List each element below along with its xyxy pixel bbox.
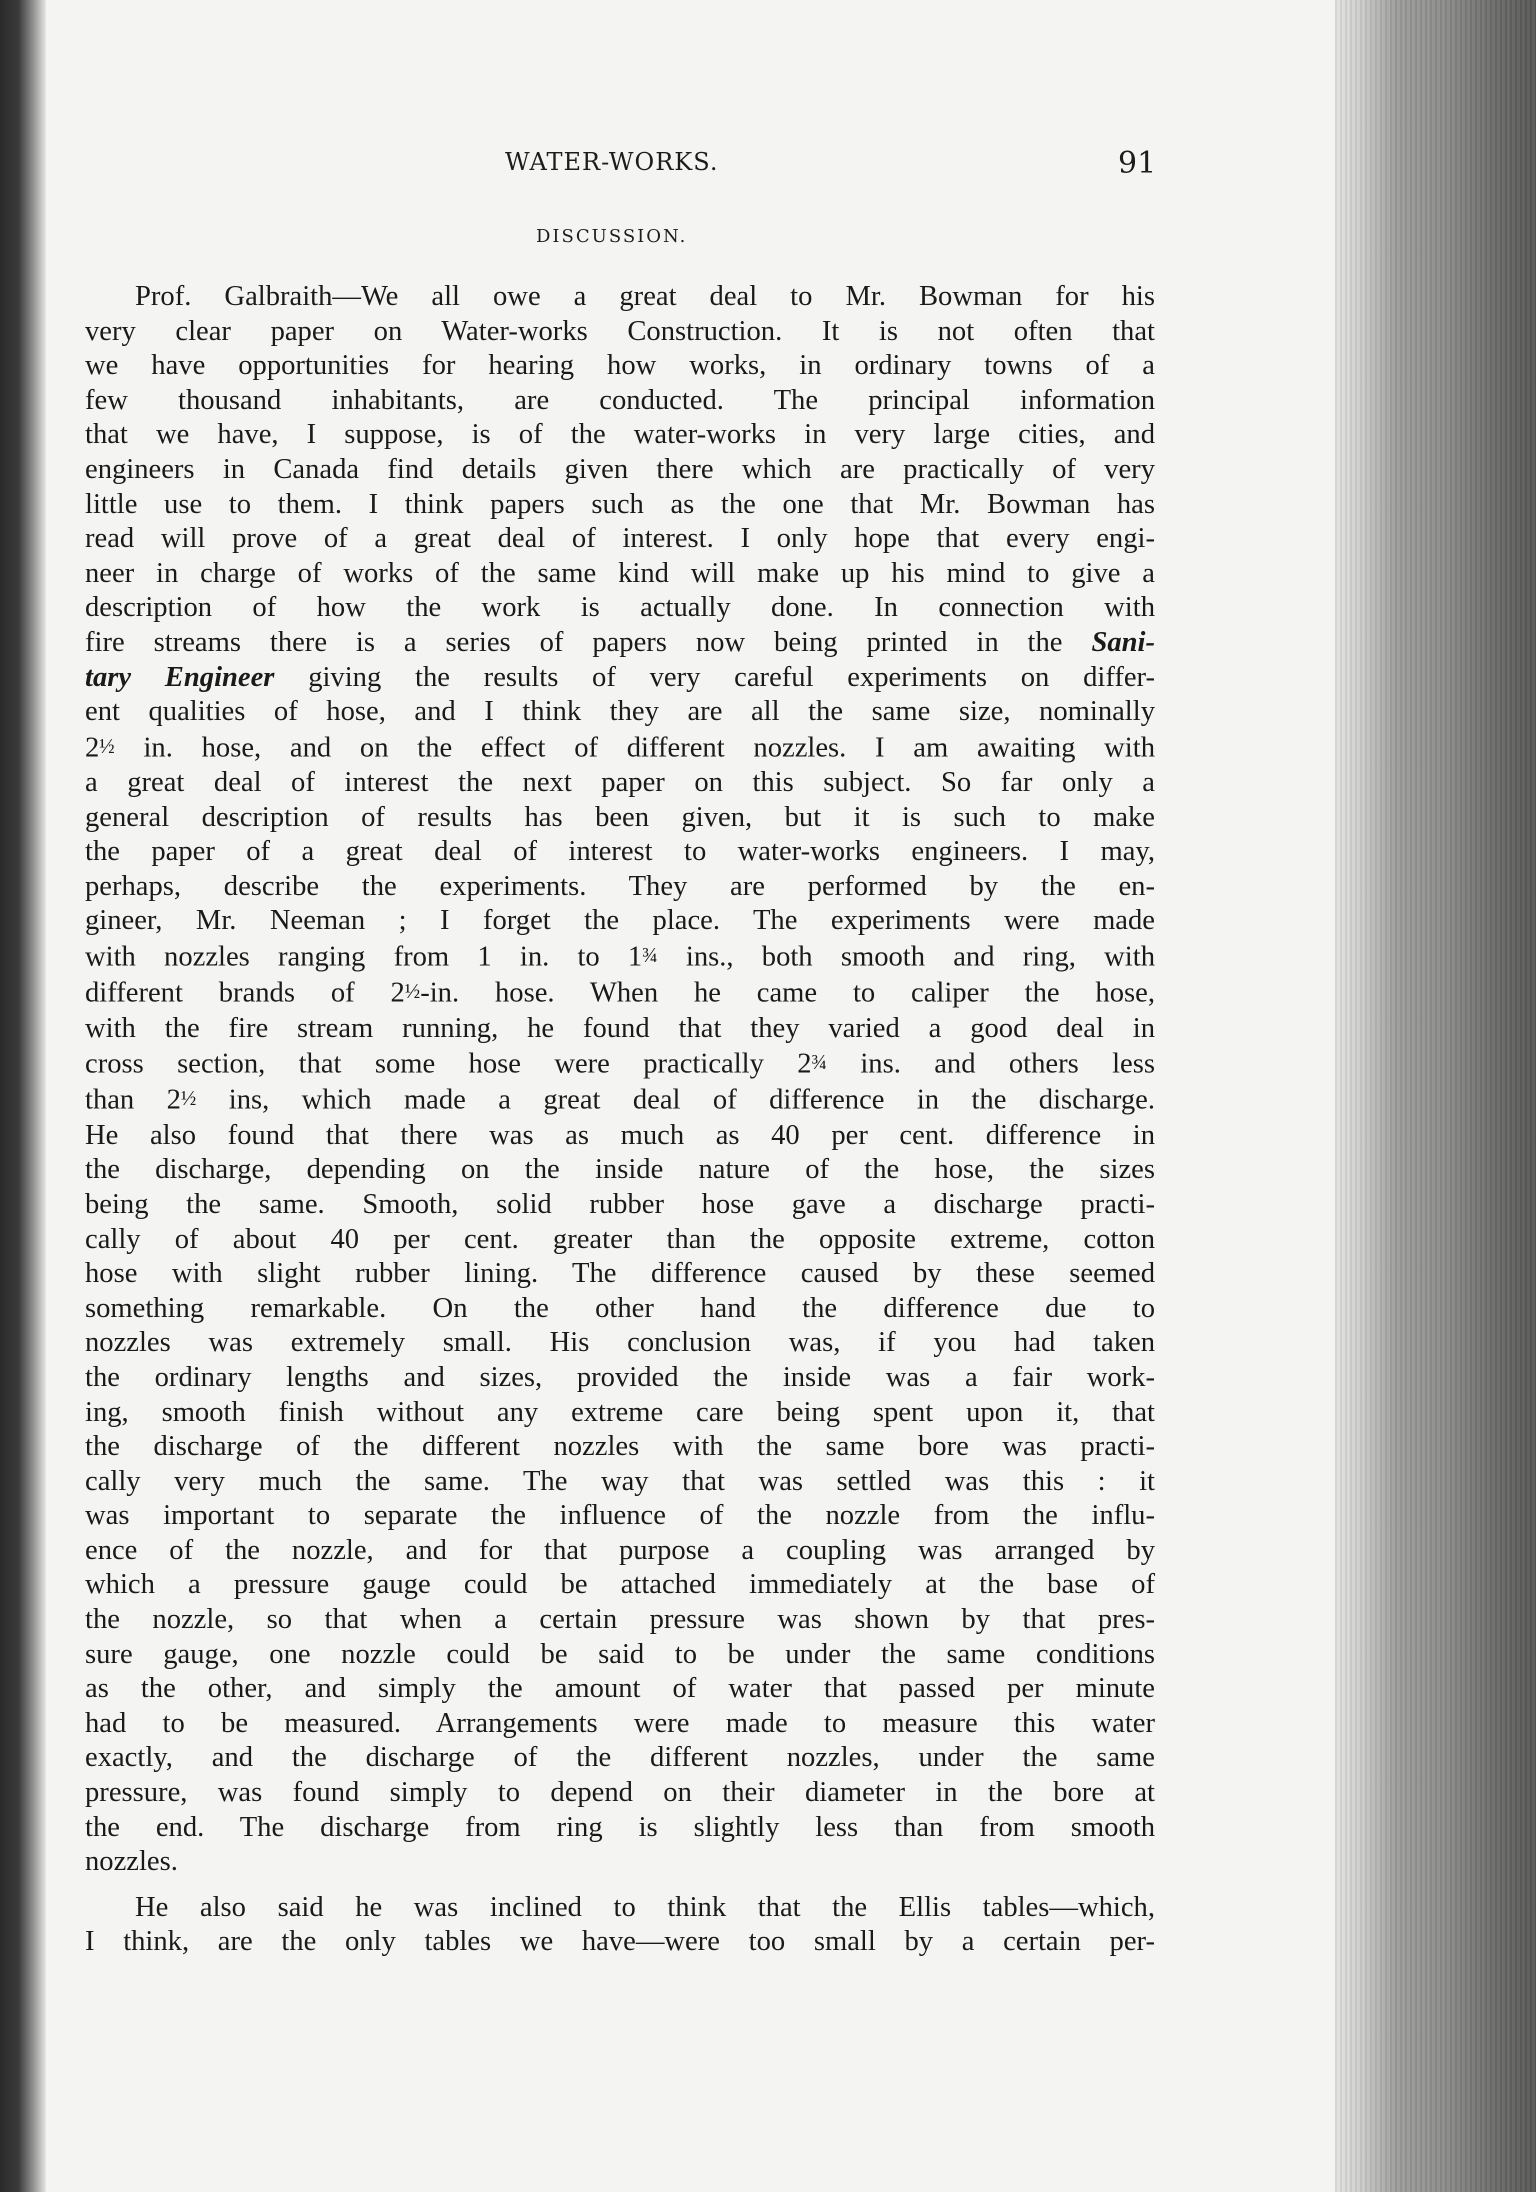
body-text [85, 280, 1155, 1960]
text-segment: cross section, that some hose were practically 2 [85, 1048, 812, 1080]
fraction: ¾ [642, 944, 658, 967]
text-line: as the other, and simply the amount of water that passed per minute [85, 1673, 1155, 1705]
journal-title-italic: tary Engineer [85, 661, 275, 693]
text-line: description of how the work is actually done. In connection with [85, 592, 1155, 624]
text-line: being the same. Smooth, solid rubber hose gave a discharge practi- [85, 1188, 1155, 1220]
text-line: perhaps, describe the experiments. They are performed by the en- [85, 870, 1155, 902]
text-segment: fire streams there is a series of papers now being printed in the [85, 626, 1063, 658]
text-line: ence of the nozzle, and for that purpose a coupling was arranged by [85, 1534, 1155, 1566]
text-line: nozzles. [85, 1846, 178, 1878]
text-line: a great deal of interest the next paper on this subject. So far only a [85, 767, 1155, 799]
text-segment: than 2 [85, 1085, 181, 1117]
text-line: the ordinary lengths and sizes, provided the inside was a fair work- [85, 1361, 1155, 1393]
text-line: that we have, I suppose, is of the water-works in very large cities, and [85, 419, 1155, 451]
text-line: Prof. Galbraith—We all owe a great deal to Mr. Bowman for his [135, 281, 1155, 312]
running-head-title: WATER-WORKS. [505, 148, 719, 176]
text-line: something remarkable. On the other hand the difference due to [85, 1292, 1155, 1324]
page-number: 91 [1118, 146, 1157, 181]
text-line: neer in charge of works of the same kind will make up his mind to give a [85, 557, 1155, 589]
text-line: with the fire stream running, he found that they varied a good deal in [85, 1012, 1155, 1044]
text-line: He also found that there was as much as 40 per cent. difference in [85, 1119, 1155, 1151]
text-segment: ins, which made a great deal of difference in the discharge. [228, 1085, 1155, 1117]
text-line [85, 1046, 1155, 1082]
paragraph-2 [85, 1891, 1155, 1960]
fraction: ¾ [811, 1052, 827, 1075]
gutter-shadow [0, 0, 46, 2192]
text-segment: giving the results of very careful experiments on differ- [308, 661, 1156, 693]
text-line: few thousand inhabitants, are conducted. The principal information [85, 384, 1155, 416]
text-line: the paper of a great deal of interest to water-works engineers. I may, [85, 836, 1155, 868]
text-line: general description of results has been given, but it is such to make [85, 801, 1155, 833]
fraction: ½ [404, 981, 421, 1004]
journal-title-italic: Sani- [1091, 626, 1156, 658]
text-segment: with nozzles ranging from 1 in. to 1 [85, 941, 643, 973]
text-line: engineers in Canada find details given there which are practically of very [85, 453, 1155, 485]
text-segment: in. hose, and on the effect of different nozzles. I am awaiting with [143, 732, 1155, 764]
paragraph-1 [85, 280, 1155, 1880]
text-line: cally of about 40 per cent. greater than the opposite extreme, cotton [85, 1223, 1155, 1255]
text-line: was important to separate the influence of the nozzle from the influ- [85, 1500, 1155, 1532]
text-line: hose with slight rubber lining. The difference caused by these seemed [85, 1258, 1155, 1290]
text-line: the discharge of the different nozzles with the same bore was practi- [85, 1431, 1155, 1463]
text-line: He also said he was inclined to think that the Ellis tables—which, [135, 1891, 1155, 1923]
text-segment: -in. hose. When he came to caliper the hose, [420, 977, 1155, 1009]
text-line [85, 975, 1155, 1011]
text-segment: ins. and others less [860, 1048, 1155, 1080]
running-head [0, 148, 1536, 198]
text-line: very clear paper on Water-works Construction. It is not often that [85, 315, 1155, 347]
fraction: ½ [180, 1088, 197, 1111]
text-line: the end. The discharge from ring is slightly less than from smooth [85, 1811, 1155, 1843]
text-segment: ins., both smooth and ring, with [685, 941, 1155, 973]
text-line: which a pressure gauge could be attached immediately at the base of [85, 1569, 1155, 1601]
fraction: ½ [99, 735, 115, 758]
text-line: ent qualities of hose, and I think they are all the same size, nominally [85, 696, 1155, 728]
text-line [85, 626, 1155, 661]
text-line: the nozzle, so that when a certain pressure was shown by that pres- [85, 1604, 1155, 1636]
text-segment: 2 [85, 732, 100, 764]
text-line: we have opportunities for hearing how works, in ordinary towns of a [85, 350, 1155, 382]
text-line: pressure, was found simply to depend on their diameter in the bore at [85, 1777, 1155, 1809]
text-line [85, 730, 1155, 766]
text-line [85, 939, 1155, 975]
text-line: ing, smooth finish without any extreme care being spent upon it, that [85, 1396, 1155, 1428]
text-line: little use to them. I think papers such as the one that Mr. Bowman has [85, 488, 1155, 520]
text-line [85, 661, 1155, 696]
text-line: had to be measured. Arrangements were made to measure this water [85, 1707, 1155, 1739]
text-line: gineer, Mr. Neeman ; I forget the place. The experiments were made [85, 905, 1155, 937]
text-line: the discharge, depending on the inside nature of the hose, the sizes [85, 1154, 1155, 1186]
text-line: cally very much the same. The way that was settled was this : it [85, 1465, 1155, 1497]
text-line [85, 1082, 1155, 1118]
text-line: I think, are the only tables we have—were too small by a certain per- [85, 1926, 1155, 1958]
page-edges [1335, 0, 1536, 2192]
text-line: read will prove of a great deal of interest. I only hope that every engi- [85, 523, 1155, 555]
text-line: nozzles was extremely small. His conclusion was, if you had taken [85, 1327, 1155, 1359]
text-line: exactly, and the discharge of the different nozzles, under the same [85, 1742, 1155, 1774]
text-line: sure gauge, one nozzle could be said to be under the same conditions [85, 1638, 1155, 1670]
text-segment: different brands of 2 [85, 977, 405, 1009]
section-title: DISCUSSION. [536, 226, 688, 247]
